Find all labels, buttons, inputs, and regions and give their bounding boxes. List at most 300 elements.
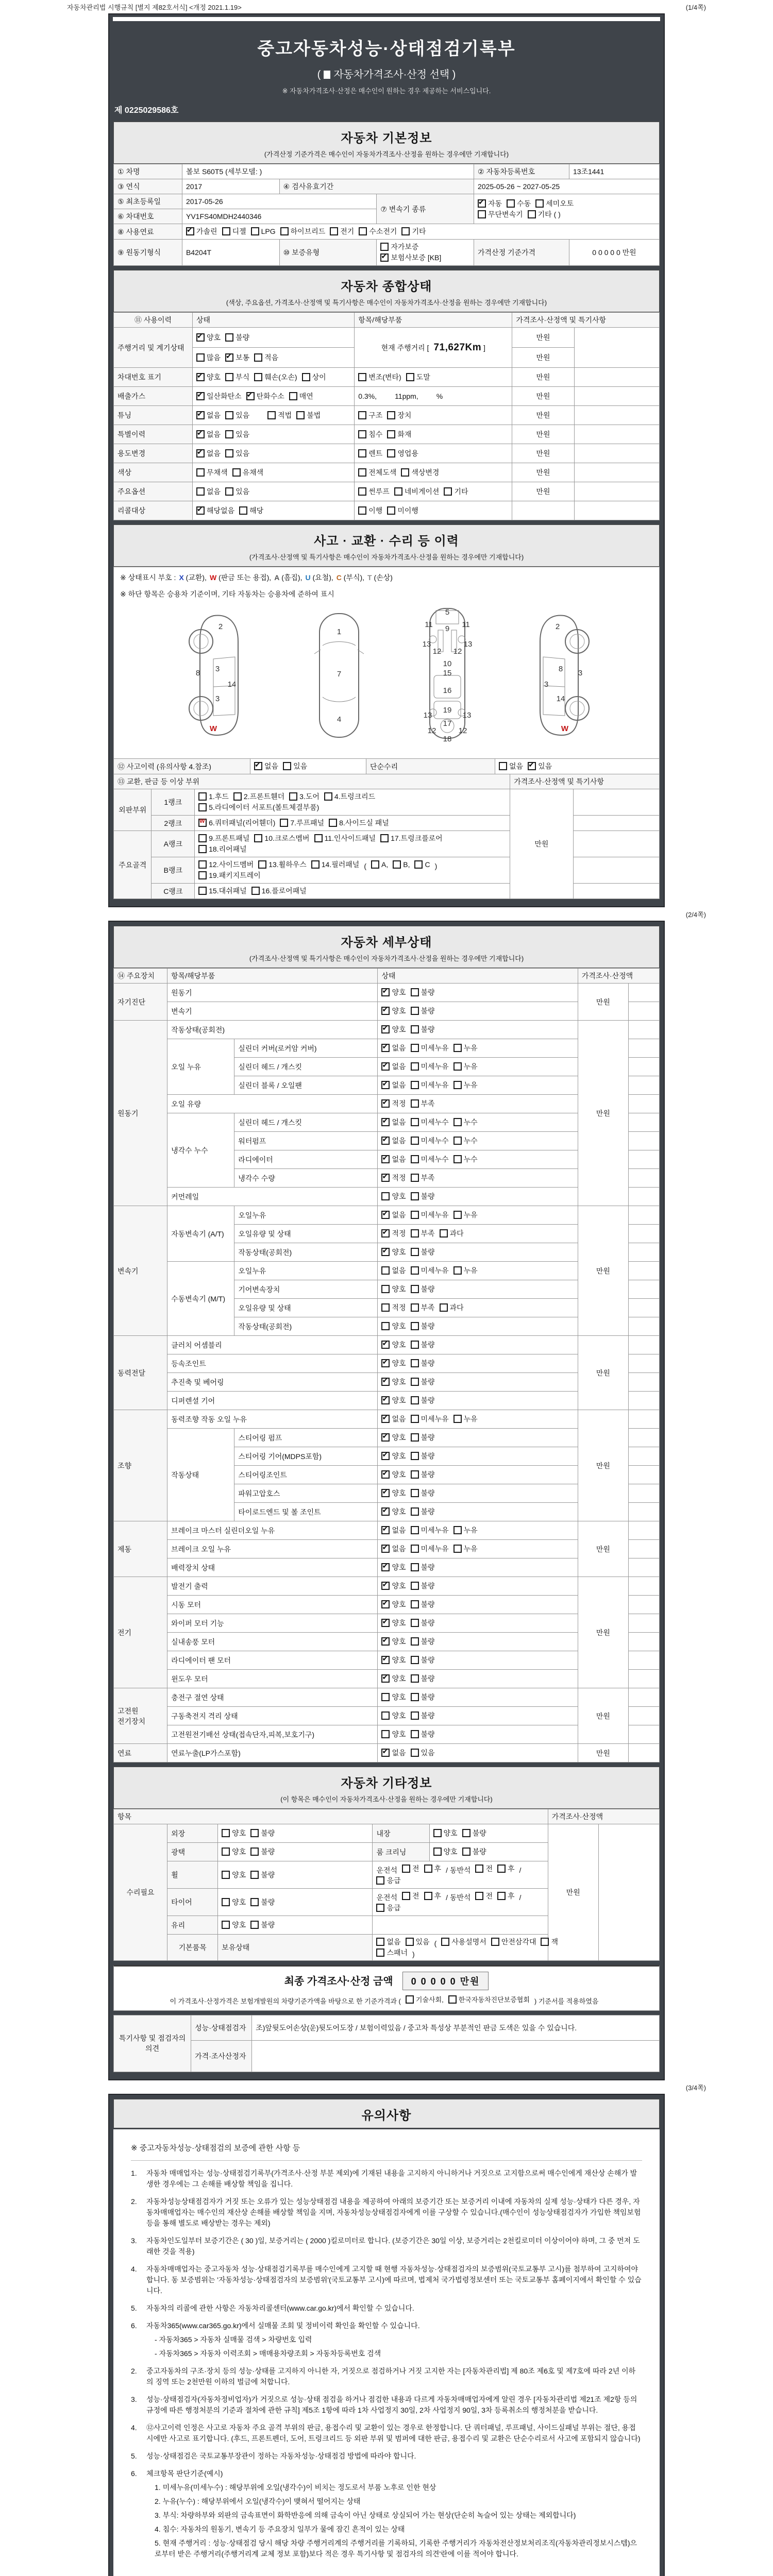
page-marker-1: (1/4쪽) [685, 4, 706, 11]
opinion-who: 성능·상태점검자 [191, 2015, 252, 2040]
empty-box-icon [491, 1938, 499, 1946]
checkbox-label: 적음 [264, 353, 279, 362]
row-item [355, 444, 512, 463]
checkbox-label: 누유 [463, 1526, 478, 1534]
notice-item [131, 2451, 642, 2462]
memo-cell [628, 1317, 659, 1336]
checkbox-label: 있음 [236, 449, 250, 457]
memo-cell [628, 1558, 659, 1577]
checkbox [381, 1432, 406, 1443]
checkbox [499, 761, 523, 771]
checkbox [444, 486, 468, 497]
exchange-header-right: 가격조사·산정액 및 특기사항 [510, 774, 660, 789]
empty-box-icon [198, 887, 207, 895]
price-cell: 만원 [512, 328, 574, 348]
checkbox [381, 1061, 406, 1072]
text-token: 이 가격조사·산정가격은 보험개발원의 차량기준가액을 바탕으로 한 기준가격과 ( [170, 1997, 401, 2005]
empty-box-icon [198, 803, 207, 811]
etc-info-table [113, 1809, 660, 1961]
checked-box-icon [381, 1211, 390, 1219]
checkbox-label: 없음 [207, 411, 221, 419]
price-cell [512, 501, 574, 520]
table-row [114, 1188, 660, 1206]
notice-item-number: 6. [131, 2469, 137, 2478]
checkbox [198, 870, 261, 880]
checkbox [381, 1228, 406, 1239]
checkbox-label: 많음 [207, 353, 221, 362]
code-desc: (흠집), [279, 573, 303, 582]
item-label: 등속조인트 [167, 1354, 378, 1373]
checkbox-label: 전기 [340, 227, 355, 235]
memo-cell [628, 984, 659, 1002]
checkbox [381, 1636, 406, 1647]
repair-group-label: 수리필요 [114, 1824, 167, 1961]
table-row [114, 501, 660, 520]
memo-cell [628, 1150, 659, 1169]
item-state [378, 1410, 578, 1429]
checkbox [381, 1562, 406, 1572]
col-item: 항목/해당부품 [355, 313, 512, 328]
notice-spacer [131, 2566, 642, 2575]
notice-item-sub: 4. 침수: 자동차의 원동기, 변속기 등 주요장치 일부가 물에 잠긴 흔적이 있는 상태 [155, 2525, 405, 2533]
checkbox-label: 9.프론트패널 [209, 834, 250, 842]
checkbox-label: 없음 [386, 1938, 401, 1946]
notice-item-number: 3. [131, 2395, 137, 2403]
checkbox [250, 1920, 275, 1930]
checkbox-label: 불량 [421, 1359, 435, 1367]
empty-box-icon [376, 1904, 384, 1912]
item-state [378, 1558, 578, 1577]
checkbox-label: 2.프론트휀더 [243, 792, 285, 801]
checkbox [358, 448, 382, 459]
checkbox [254, 352, 278, 363]
checkbox [380, 833, 443, 843]
empty-box-icon [394, 487, 402, 496]
checkbox-label: 도말 [416, 372, 430, 381]
memo-cell [628, 1280, 659, 1299]
item-state [378, 1392, 578, 1410]
empty-box-icon [411, 1415, 419, 1423]
svg-text:2: 2 [218, 622, 223, 631]
checkbox-label: 불량 [421, 1452, 435, 1460]
checkbox-label: 양호 [232, 1848, 246, 1856]
exchange-header-left: ⑬ 교환, 판금 등 이상 부위 [114, 774, 510, 789]
checkbox-label: 과다 [449, 1229, 464, 1238]
memo-cell [628, 1670, 659, 1688]
checkbox-label: 불량 [421, 1378, 435, 1386]
checkbox [198, 859, 254, 870]
overall-state-table [113, 312, 660, 520]
empty-box-icon [411, 1118, 419, 1126]
empty-box-icon [222, 1848, 230, 1856]
empty-box-icon [302, 373, 310, 381]
empty-box-icon [225, 449, 233, 457]
checkbox-label: 15.대쉬패널 [209, 887, 247, 895]
memo-cell [574, 482, 659, 501]
empty-box-icon [499, 762, 507, 770]
checkbox [381, 1544, 406, 1554]
checkbox-label: 16.플로어패널 [261, 887, 307, 895]
checked-box-icon [381, 1415, 390, 1423]
panel-group-label: 외판부위 [114, 789, 152, 831]
checkbox-label: 불량 [421, 1470, 435, 1479]
svg-text:3: 3 [215, 694, 220, 703]
document-note: ※ 자동차가격조사·산정은 매수인이 원하는 경우 제공하는 서비스입니다. [282, 87, 491, 95]
checked-box-icon [381, 1359, 390, 1367]
checkbox-label: 가솔린 [196, 227, 217, 235]
checkbox-label: 누유 [463, 1044, 478, 1052]
empty-box-icon [222, 1898, 230, 1906]
checkbox-label: B, [403, 860, 410, 869]
checkbox [381, 1618, 406, 1628]
empty-box-icon [393, 860, 401, 869]
svg-text:13: 13 [462, 711, 472, 720]
checkbox [381, 1117, 406, 1127]
memo-cell [628, 1076, 659, 1095]
empty-box-icon [411, 1378, 419, 1386]
checkbox-label: 양호 [392, 1563, 406, 1571]
checkbox [411, 1136, 449, 1146]
item-state [378, 1150, 578, 1169]
checkbox-label: 누유 [463, 1211, 478, 1219]
notice-item-number: 3. [131, 2236, 137, 2245]
checkbox-label: 미세누유 [421, 1266, 449, 1275]
checkbox [381, 1210, 406, 1220]
checkbox [381, 1302, 406, 1313]
checkbox [441, 1937, 486, 1947]
checkbox [462, 1846, 486, 1857]
code-desc: (부식), [341, 573, 365, 582]
notice-item [131, 2303, 642, 2314]
notice-item-text: 체크항목 판단기준(예시) 1. 미세누유(미세누수) : 해당부위에 오일(냉각수)이 비치는 정도로서 부품 노후로 인한 현상 2. 누유(누수) : 해당부위에서 오일(냉각수)이 맺혀서 떨어지는 상태 3. 부식: 차량하부와 외판의 금속표면이 화학반응에 의해 금속이 아닌 상태로 상실되어 가는 현상(단순히 녹슬어 있는 상태는 제외합니다) 4. 침수: 자동차의 원동기, 변속기 등 주요장치 일부가 물에 잠긴 흔적이 있는 상태 5. 현재 주행거리 : 성능·상태점검 당시 해당 차량 주행거리계의 주행거리를 기록하되, 기록한 주행거리가 자동차전산정보처리조직(자동차관리정보시스템)으로부터 받은 주행거리(주행거리계 교체 정보 포함)보다 적은 경우 특기사항 및 점검자의 의견'란에 이를 적어야 합니다. [146, 2468, 642, 2560]
checkbox [433, 1828, 458, 1838]
item-label: 원동기 [167, 984, 378, 1002]
row-item [355, 406, 512, 425]
checkbox [411, 1636, 435, 1647]
item-label: 냉각수 수량 [234, 1169, 378, 1188]
checkbox-label: 없음 [392, 1137, 406, 1145]
checkbox-label: 양호 [392, 1322, 406, 1330]
checkbox-label: 해당 [249, 506, 264, 515]
checkbox-label: 미이행 [397, 506, 418, 515]
checkbox-label: 적정 [392, 1229, 406, 1238]
empty-box-icon [411, 1730, 419, 1738]
memo-cell [598, 1824, 659, 1961]
table-row [114, 368, 660, 387]
repair-position-state [373, 1889, 548, 1916]
checkbox-label: 불량 [421, 1656, 435, 1664]
checkbox [280, 226, 326, 236]
empty-box-icon [411, 1489, 419, 1497]
empty-box-icon [411, 1192, 419, 1200]
checkbox [411, 1265, 449, 1276]
checkbox [246, 391, 284, 401]
table-row [114, 1113, 660, 1132]
checkbox [411, 1395, 435, 1405]
simple-repair-label: 단순수리 [366, 759, 495, 774]
notice-item-number: 4. [131, 2424, 137, 2432]
transmission-value [474, 194, 660, 224]
checkbox [358, 467, 396, 478]
checkbox [198, 886, 247, 896]
checkbox [381, 1154, 406, 1164]
section-subtitle: (색상, 주요옵션, 가격조사·산정액 및 특기사항은 매수인이 자동차가격조사·산정을 원하는 경우에만 기재합니다) [226, 299, 547, 307]
item-state [378, 1577, 578, 1596]
checkbox [381, 1098, 406, 1109]
checkbox [358, 410, 382, 420]
empty-box-icon [440, 1303, 448, 1312]
checkbox [393, 860, 410, 869]
notice-item-number: 2. [131, 2367, 137, 2375]
memo-cell [628, 1688, 659, 1707]
checkbox [225, 429, 249, 439]
memo-cell [628, 1521, 659, 1540]
memo-cell [628, 1447, 659, 1466]
text-token: ) 기준서를 적용하였음 [534, 1997, 599, 2005]
item-label: 구동축전지 격리 상태 [167, 1707, 378, 1725]
checkbox-label: 양호 [392, 1359, 406, 1367]
item-label: 타이로드엔드 및 볼 조인트 [234, 1503, 378, 1521]
checkbox-label: 18.리어패널 [209, 845, 247, 853]
checkbox-label: 없음 [207, 430, 221, 438]
rank-label: 1랭크 [152, 789, 195, 816]
empty-box-icon [198, 860, 207, 869]
empty-box-icon [411, 1025, 419, 1033]
checkbox-label: 양호 [392, 1025, 406, 1033]
checkbox-label: 없음 [392, 1062, 406, 1071]
memo-cell [573, 884, 659, 899]
opinion-who: 가격·조사산정자 [191, 2040, 252, 2072]
empty-box-icon [196, 468, 205, 477]
notice-item [131, 2468, 642, 2560]
empty-box-icon [406, 373, 414, 381]
checkbox [406, 1937, 430, 1947]
svg-text:9: 9 [445, 624, 450, 633]
memo-cell [573, 789, 659, 816]
empty-box-icon [359, 227, 367, 235]
checkbox [411, 1098, 435, 1109]
checkbox [232, 467, 264, 478]
item-state [378, 1206, 578, 1225]
col-price: 가격조사·산정액 [578, 969, 659, 984]
row-label: 배출가스 [114, 387, 193, 406]
svg-text:14: 14 [227, 680, 237, 689]
price-cell: 만원 [510, 789, 573, 899]
checkbox [225, 410, 249, 420]
opinion-table [113, 2015, 660, 2072]
item-state [378, 1039, 578, 1058]
checkbox [330, 226, 354, 236]
repair-item-state [218, 1824, 373, 1843]
checkbox-label: 있음 [236, 430, 250, 438]
checkbox-label: 없음 [509, 762, 524, 770]
notice-item-sub: 5. 현재 주행거리 : 성능·상태점검 당시 해당 차량 주행거리계의 주행거리를 기록하되, 기록한 주행거리가 자동차전산정보처리조직(자동차관리정보시스템)으로부터 받은 주행거리(주행거리계 교체 정보 포함)보다 적은 경우 특기사항 및 점검자의 의견'란에 이를 적어야 합니다. [155, 2539, 637, 2558]
checkbox [381, 1024, 406, 1035]
checkbox [250, 1828, 275, 1838]
checkbox-label: 3.도어 [299, 792, 320, 801]
table-row [114, 1410, 660, 1429]
svg-text:13: 13 [463, 640, 473, 649]
checkbox-label: 누수 [463, 1155, 478, 1163]
item-label: 디퍼렌셜 기어 [167, 1392, 378, 1410]
item-label: 오일유량 및 상태 [234, 1299, 378, 1317]
checkbox-label: 12.사이드멤버 [209, 860, 254, 869]
checkbox [311, 859, 360, 870]
empty-box-icon [358, 487, 366, 496]
section-detail [113, 926, 660, 1762]
empty-box-icon [381, 1730, 390, 1738]
checked-box-icon [381, 1155, 390, 1163]
checkbox [411, 1488, 435, 1498]
empty-box-icon [222, 1921, 230, 1929]
rank-label: C랭크 [152, 884, 195, 899]
checkbox [387, 448, 418, 459]
svg-text:4: 4 [337, 715, 342, 724]
checkbox [528, 209, 561, 219]
checkbox-label: 과다 [449, 1303, 464, 1312]
checkbox-label: 양호 [392, 1470, 406, 1479]
item-label: 오일 유량 [167, 1095, 378, 1113]
checkbox [250, 1897, 275, 1907]
table-row [114, 1558, 660, 1577]
checkbox [381, 1748, 406, 1758]
checked-box-icon [381, 1341, 390, 1349]
checkbox [411, 1006, 435, 1016]
empty-box-icon [411, 1470, 419, 1479]
section-notice [113, 2099, 660, 2576]
checked-box-icon [478, 199, 486, 208]
svg-text:11: 11 [425, 620, 433, 629]
checked-box-icon [381, 1526, 390, 1534]
checkbox [497, 1863, 515, 1874]
checkbox [381, 1414, 406, 1424]
checkbox-label: 없음 [392, 1749, 406, 1757]
row-item [355, 482, 512, 501]
checkbox [324, 791, 375, 802]
item-state [378, 1354, 578, 1373]
price-cell: 만원 [512, 425, 574, 444]
item-label: 동력조향 작동 오일 누유 [167, 1410, 378, 1429]
item-label: 커먼레일 [167, 1188, 378, 1206]
empty-box-icon [411, 1266, 419, 1275]
checkbox [296, 410, 321, 420]
checkbox-label: 부족 [421, 1174, 435, 1182]
memo-cell [574, 328, 659, 368]
empty-box-icon [411, 1433, 419, 1442]
checkbox-label: 불량 [421, 1582, 435, 1590]
checkbox [402, 1863, 419, 1874]
item-label: 실린더 헤드 / 개스킷 [234, 1113, 378, 1132]
empty-box-icon [411, 1007, 419, 1015]
checkbox [254, 761, 278, 771]
checkbox-label: 기타 [454, 487, 468, 496]
memo-cell [628, 1614, 659, 1633]
item-label: 연료누출(LP가스포함) [167, 1744, 378, 1762]
checkbox-label: 불량 [236, 333, 250, 342]
empty-box-icon [411, 1749, 419, 1757]
checkbox [411, 987, 435, 997]
reg-no-label: ② 자동차등록번호 [474, 164, 569, 179]
section-header [113, 270, 660, 312]
checked-box-icon [381, 1545, 390, 1553]
checkbox [381, 1247, 406, 1257]
memo-cell [574, 425, 659, 444]
vin-label: ⑥ 차대번호 [114, 209, 182, 224]
notice-section [109, 2099, 664, 2576]
empty-box-icon [251, 887, 260, 895]
checkbox [411, 1154, 449, 1164]
checkbox [381, 987, 406, 997]
checkbox [411, 1080, 449, 1090]
checkbox-label: 후 [434, 1892, 442, 1900]
empty-box-icon [448, 1995, 457, 2004]
empty-box-icon [453, 1211, 462, 1219]
checkbox [411, 1284, 435, 1294]
checkbox [411, 1117, 449, 1127]
empty-box-icon [222, 227, 230, 235]
repair-item-state [218, 1916, 373, 1935]
checkbox [376, 1903, 400, 1913]
checkbox [406, 1994, 444, 2004]
checkbox-label: 미세누수 [421, 1137, 449, 1145]
text-token: / 동반석 [446, 1893, 471, 1902]
rank-label: 2랭크 [152, 816, 195, 831]
state-code-legend [114, 567, 659, 584]
checked-box-icon [381, 1044, 390, 1052]
notice-item-number: 4. [131, 2265, 137, 2273]
page2-meta [67, 907, 706, 921]
empty-box-icon [497, 1865, 506, 1873]
empty-box-icon [280, 819, 288, 827]
table-row [114, 1633, 660, 1651]
svg-text:5: 5 [445, 608, 450, 617]
checkbox-label: 후 [507, 1865, 515, 1873]
item-state [378, 1113, 578, 1132]
checkbox [381, 1395, 406, 1405]
basic-items-state [373, 1935, 598, 1961]
col-price: 가격조사·산정액 [548, 1809, 659, 1824]
checkbox [250, 1870, 275, 1880]
memo-cell [628, 1262, 659, 1280]
checked-box-icon [381, 1118, 390, 1126]
notice-item [131, 2394, 642, 2416]
checked-box-icon [381, 1081, 390, 1089]
memo-cell [628, 1132, 659, 1150]
empty-box-icon [411, 1711, 419, 1720]
row-label: 리콜대상 [114, 501, 193, 520]
memo-cell [628, 1169, 659, 1188]
memo-cell [573, 816, 659, 831]
empty-box-icon [406, 1995, 414, 2004]
item-label: 브레이크 오일 누유 [167, 1540, 378, 1558]
empty-box-icon [411, 1656, 419, 1664]
table-row [114, 1670, 660, 1688]
checkbox-label: 부족 [421, 1099, 435, 1108]
row-state [193, 406, 355, 425]
table-row [114, 1206, 660, 1225]
item-label: 변속기 [167, 1002, 378, 1021]
row-state [193, 501, 355, 520]
checkbox [411, 1525, 449, 1535]
checked-box-icon [381, 1489, 390, 1497]
notice-item-text: ⑫사고이력 인정은 사고로 자동차 주요 골격 부위의 판금, 용접수리 및 교환이 있는 경우로 한정합니다. 단 쿼터패널, 루프패널, 사이드실패널 부위는 절단, 용접 시에만 사고로 표기합니다. (후드, 프론트펜더, 도어, 트렁크리드 등 외판 부위 및 범퍼에 대한 판금, 용접수리 및 교환은 단순수리로서 사고에 포함되지 않습니다) [146, 2424, 641, 2443]
checkbox [381, 1469, 406, 1480]
checkbox-label: 양호 [392, 1507, 406, 1516]
checkbox [358, 486, 390, 497]
rank-items [195, 816, 510, 831]
memo-cell [628, 1503, 659, 1521]
item-state [378, 1725, 578, 1744]
